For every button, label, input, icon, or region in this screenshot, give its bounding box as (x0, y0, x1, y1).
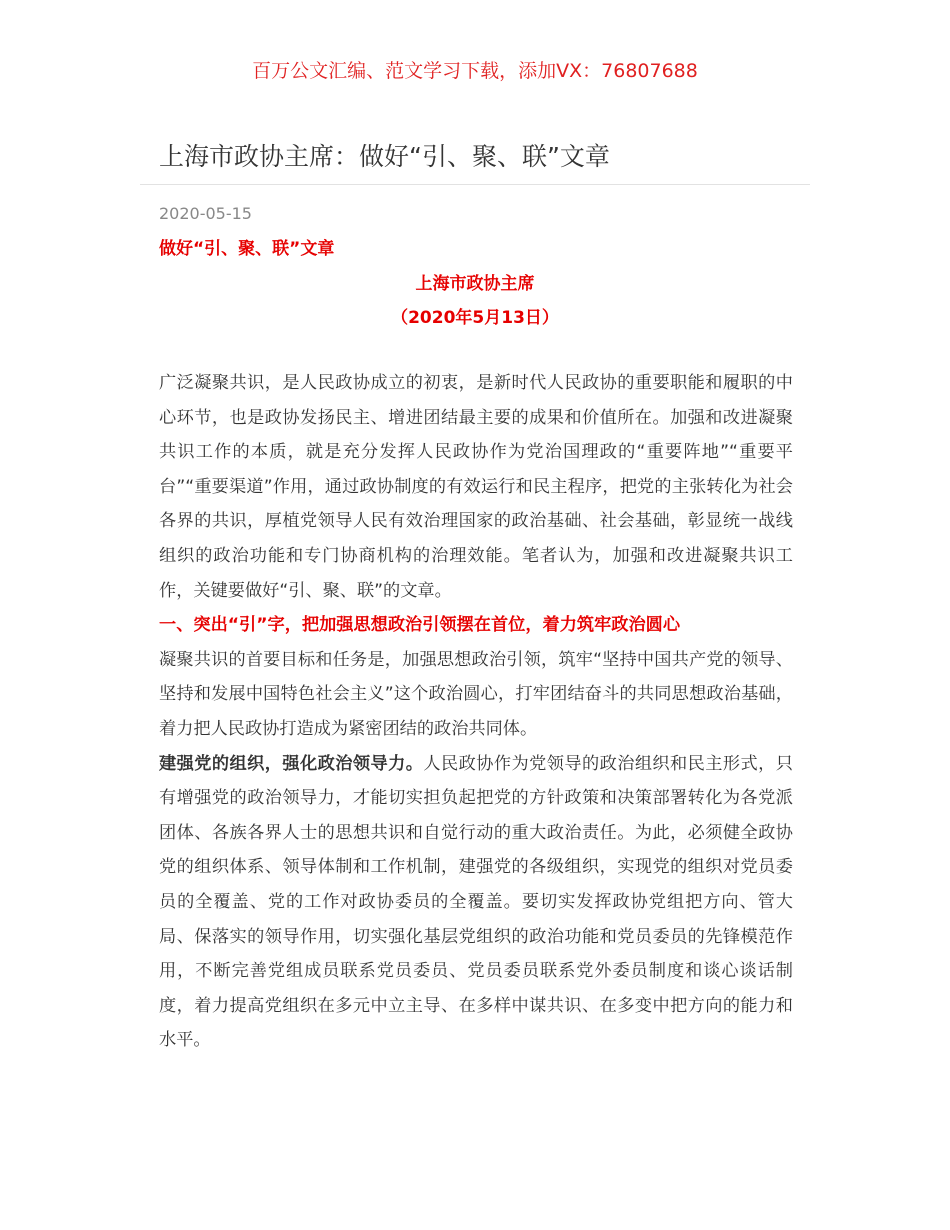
article-subtitle: 做好“引、聚、联”文章 (159, 239, 335, 259)
promo-banner: 百万公文汇编、范文学习下载，添加VX：76807688 (252, 60, 698, 82)
paragraph-text: 人民政协作为党领导的政治组织和民主形式，只有增强党的政治领导力，才能切实担负起把党的方针政策和决策部署转化为各党派团体、各族各界人士的思想共识和自觉行动的重大政治责任。为此，必须健全政协党的组织体系、领导体制和工作机制，建强党的各级组织，实现党的组织对党员委员的全覆盖、党的工作对政协委员的全覆盖。要切实发挥政协党组把方向、管大局、保落实的领导作用，切实强化基层党组织的政治功能和党员委员的先锋模范作用，不断完善党组成员联系党员委员、党员委员联系党外委员制度和谈心谈话制度，着力提高党组织在多元中立主导、在多样中谋共识、在多变中把方向的能力和水平。 (159, 753, 793, 1051)
section-heading: 一、突出“引”字，把加强思想政治引领摆在首位，着力筑牢政治圆心 (159, 615, 681, 636)
title-divider (140, 184, 810, 185)
article-author: 上海市政协主席 (415, 274, 535, 294)
body-paragraph (159, 747, 793, 1058)
publish-date: 2020-05-15 (159, 204, 252, 223)
paragraph-lead: 建强党的组织，强化政治领导力。 (159, 753, 424, 774)
body-paragraph: 凝聚共识的首要目标和任务是，加强思想政治引领，筑牢“坚持中国共产党的领导、坚持和发展中国特色社会主义”这个政治圆心，打牢团结奋斗的共同思想政治基础，着力把人民政协打造成为紧密团结的政治共同体。 (159, 649, 793, 739)
article-body (159, 366, 793, 1058)
article-author-date: （2020年5月13日） (391, 308, 559, 328)
page-title: 上海市政协主席：做好“引、聚、联”文章 (159, 142, 610, 171)
body-paragraph: 广泛凝聚共识，是人民政协成立的初衷，是新时代人民政协的重要职能和履职的中心环节，也是政协发扬民主、增进团结最主要的成果和价值所在。加强和改进凝聚共识工作的本质，就是充分发挥人民政协作为党治国理政的“重要阵地”“重要平台”“重要渠道”作用，通过政协制度的有效运行和民主程序，把党的主张转化为社会各界的共识，厚植党领导人民有效治理国家的政治基础、社会基础，彰显统一战线组织的政治功能和专门协商机构的治理效能。笔者认为，加强和改进凝聚共识工作，关键要做好“引、聚、联”的文章。 (159, 373, 793, 601)
